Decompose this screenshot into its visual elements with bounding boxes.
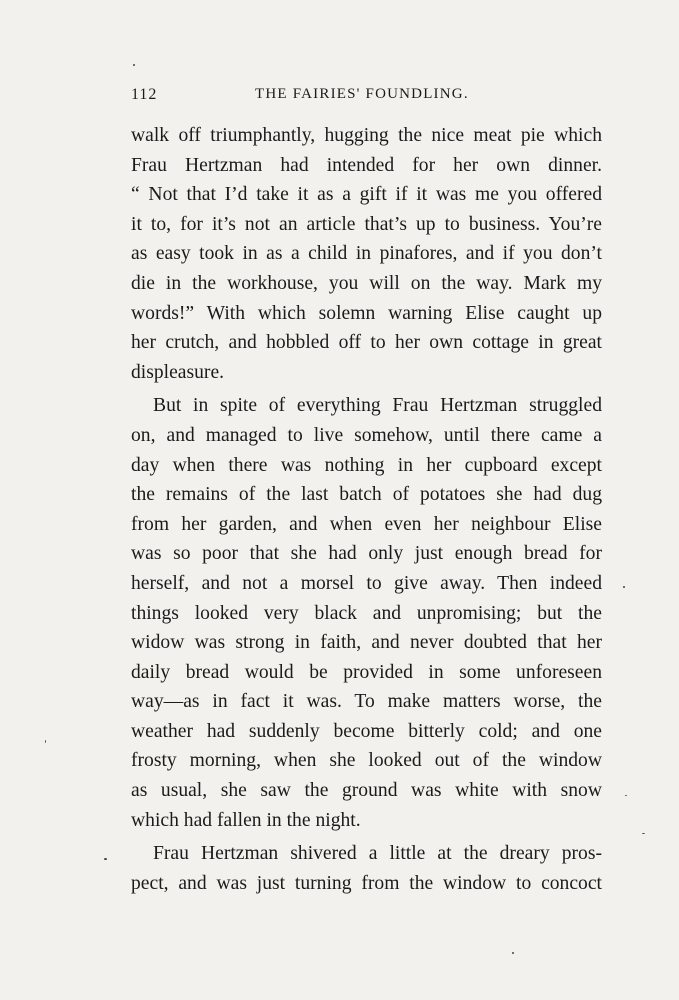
ink-speck — [512, 952, 514, 954]
ink-speck — [642, 833, 645, 834]
text-line: was so poor that she had only just enough bread for — [131, 543, 602, 565]
text-line: Frau Hertzman shivered a little at the dreary pros- — [153, 843, 602, 865]
text-line: words!” With which solemn warning Elise caught up — [131, 302, 602, 324]
page-number: 112 — [131, 86, 158, 103]
text-line: from her garden, and when even her neighbour Elise — [131, 513, 602, 535]
text-line: way—as in fact it was. To make matters worse, the — [131, 691, 602, 713]
text-line: pect, and was just turning from the window to concoct — [131, 872, 602, 894]
text-line: But in spite of everything Frau Hertzman struggled — [153, 395, 602, 417]
running-title: THE FAIRIES' FOUNDLING. — [255, 86, 469, 102]
ink-speck — [623, 586, 625, 588]
text-line: displeasure. — [131, 361, 225, 383]
text-line: daily bread would be provided in some unforeseen — [131, 661, 602, 683]
text-line: walk off triumphantly, hugging the nice meat pie which — [131, 125, 602, 146]
text-line: things looked very black and unpromising; but the — [131, 602, 602, 624]
text-line: Frau Hertzman had intended for her own dinner. — [131, 154, 602, 176]
text-line: as easy took in as a child in pinafores, and if you don’t — [131, 243, 602, 265]
text-line: herself, and not a morsel to give away. Then indeed — [131, 572, 602, 594]
ink-speck — [104, 858, 107, 860]
ink-speck — [625, 795, 627, 796]
text-line: frosty morning, when she looked out of the window — [131, 750, 602, 772]
text-line: her crutch, and hobbled off to her own cottage in great — [131, 332, 602, 354]
text-line: which had fallen in the night. — [131, 809, 361, 831]
page-header — [131, 86, 601, 108]
text-line: on, and managed to live somehow, until there came a — [131, 424, 602, 446]
text-line: day when there was nothing in her cupboard except — [131, 454, 602, 476]
text-line: “ Not that I’d take it as a gift if it was me you offered — [131, 184, 602, 206]
ink-speck — [45, 740, 46, 743]
body-text — [131, 121, 602, 898]
text-line: widow was strong in faith, and never doubted that her — [131, 632, 602, 654]
text-line: weather had suddenly become bitterly cold; and one — [131, 720, 602, 742]
text-line: it to, for it’s not an article that’s up to business. You’re — [131, 213, 602, 235]
text-line: die in the workhouse, you will on the way. Mark my — [131, 272, 602, 294]
text-line: as usual, she saw the ground was white with snow — [131, 780, 602, 802]
text-line: the remains of the last batch of potatoes she had dug — [131, 484, 602, 506]
ink-speck — [133, 64, 135, 66]
